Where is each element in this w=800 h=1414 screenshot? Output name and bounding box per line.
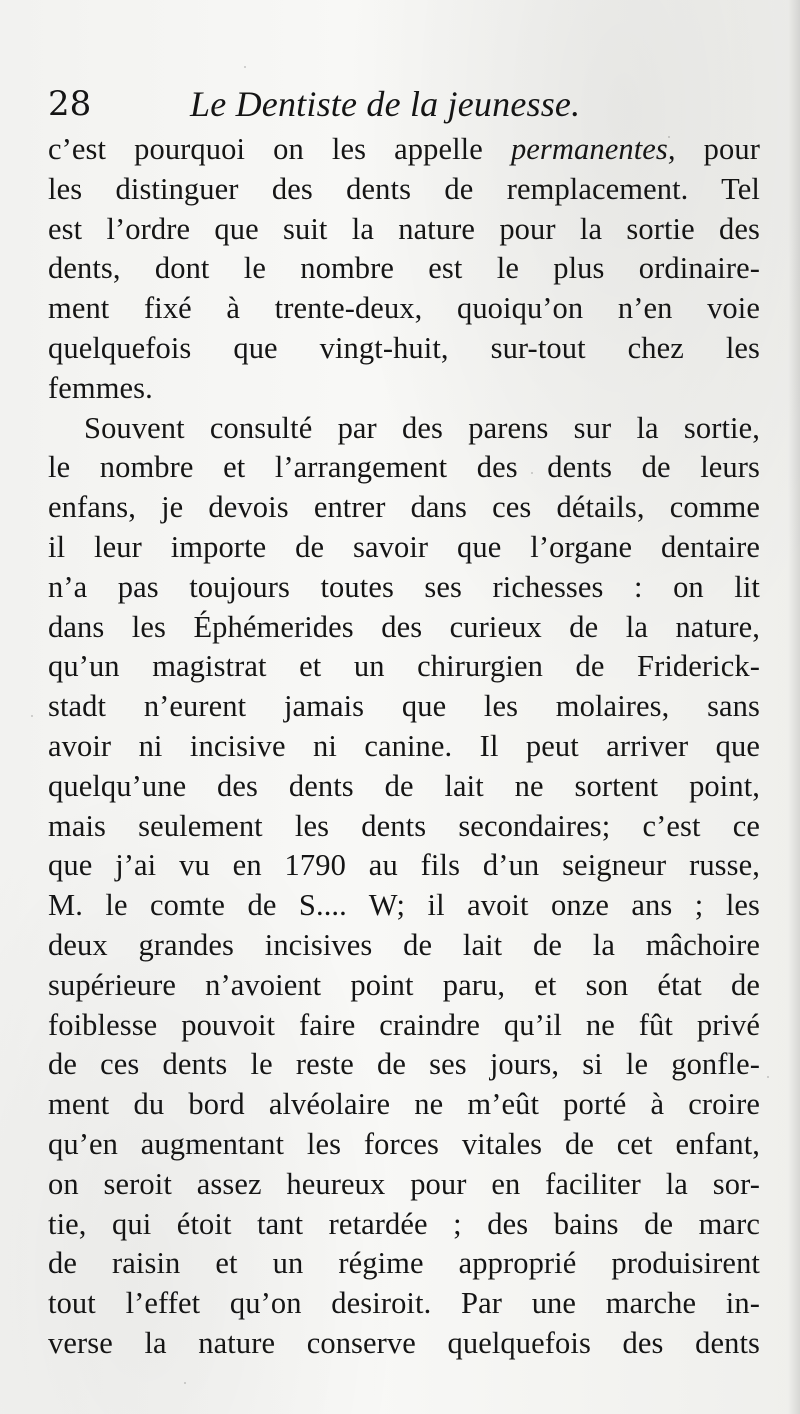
text-line-28: tie, qui étoit tant retardée ; des bains de marc — [48, 1206, 760, 1241]
text-line-8: Souvent consulté par des parens sur la sortie, — [84, 410, 760, 445]
text-line-27: on seroit assez heureux pour en faciliter la sor- — [48, 1166, 760, 1201]
text-line-18: mais seulement les dents secondaires; c’est ce — [48, 808, 760, 843]
text-line-3: est l’ordre que suit la nature pour la sortie des — [48, 211, 760, 246]
text-line-26: qu’en augmentant les forces vitales de cet enfant, — [48, 1126, 760, 1161]
paper-speck — [767, 1076, 769, 1078]
text-line-22: supérieure n’avoient point paru, et son état de — [48, 967, 760, 1002]
text-line-19: que j’ai vu en 1790 au fils d’un seigneur russe, — [48, 848, 760, 883]
body-text — [48, 130, 760, 1364]
text-fragment: c’est pourquoi on les appelle — [48, 132, 511, 166]
page-edge-shadow — [788, 0, 800, 1414]
text-line-9: le nombre et l’arrangement des dents de leurs — [48, 450, 760, 485]
text-line-25: ment du bord alvéolaire ne m’eût porté à croire — [48, 1087, 760, 1122]
paper-speck — [31, 715, 33, 717]
text-line-12: n’a pas toujours toutes ses richesses : on lit — [48, 569, 760, 604]
text-line-21: deux grandes incisives de lait de la mâchoire — [48, 927, 760, 962]
text-line-30: tout l’effet qu’on desiroit. Par une marche in- — [48, 1286, 760, 1321]
text-line-15: stadt n’eurent jamais que les molaires, sans — [48, 689, 760, 724]
paper-speck — [184, 1382, 186, 1384]
text-line-2: les distinguer des dents de remplacement. Tel — [48, 171, 760, 206]
text-line-23: foiblesse pouvoit faire craindre qu’il ne fût privé — [48, 1007, 760, 1042]
text-line-5: ment fixé à trente-deux, quoiqu’on n’en voie — [48, 291, 760, 326]
page-header — [48, 82, 758, 130]
text-line-11: il leur importe de savoir que l’organe dentaire — [48, 529, 760, 564]
text-line-29: de raisin et un régime approprié produisirent — [48, 1246, 760, 1281]
page-number: 28 — [48, 84, 92, 124]
text-line-7: femmes. — [48, 370, 153, 405]
text-line-24: de ces dents le reste de ses jours, si le gonfle- — [48, 1047, 760, 1082]
text-line-17: quelqu’une des dents de lait ne sortent point, — [48, 768, 760, 803]
text-line-13: dans les Éphémerides des curieux de la nature, — [48, 609, 760, 644]
text-line-14: qu’un magistrat et un chirurgien de Friderick- — [48, 649, 760, 684]
text-line-31: verse la nature conserve quelquefois des dents — [48, 1325, 760, 1360]
text-line-10: enfans, je devois entrer dans ces détails, comme — [48, 490, 760, 525]
text-line-20: M. le comte de S.... W; il avoit onze ans ; les — [48, 888, 760, 923]
text-line-6: quelquefois que vingt-huit, sur-tout chez les — [48, 330, 760, 365]
text-fragment: pour — [675, 132, 760, 166]
text-line-16: avoir ni incisive ni canine. Il peut arriver que — [48, 728, 760, 763]
text-line-4: dents, dont le nombre est le plus ordinaire- — [48, 251, 760, 286]
text-line-1 — [48, 130, 760, 170]
running-title: Le Dentiste de la jeunesse. — [190, 84, 581, 124]
italic-term: permanentes, — [510, 132, 676, 166]
paper-speck — [244, 66, 246, 68]
